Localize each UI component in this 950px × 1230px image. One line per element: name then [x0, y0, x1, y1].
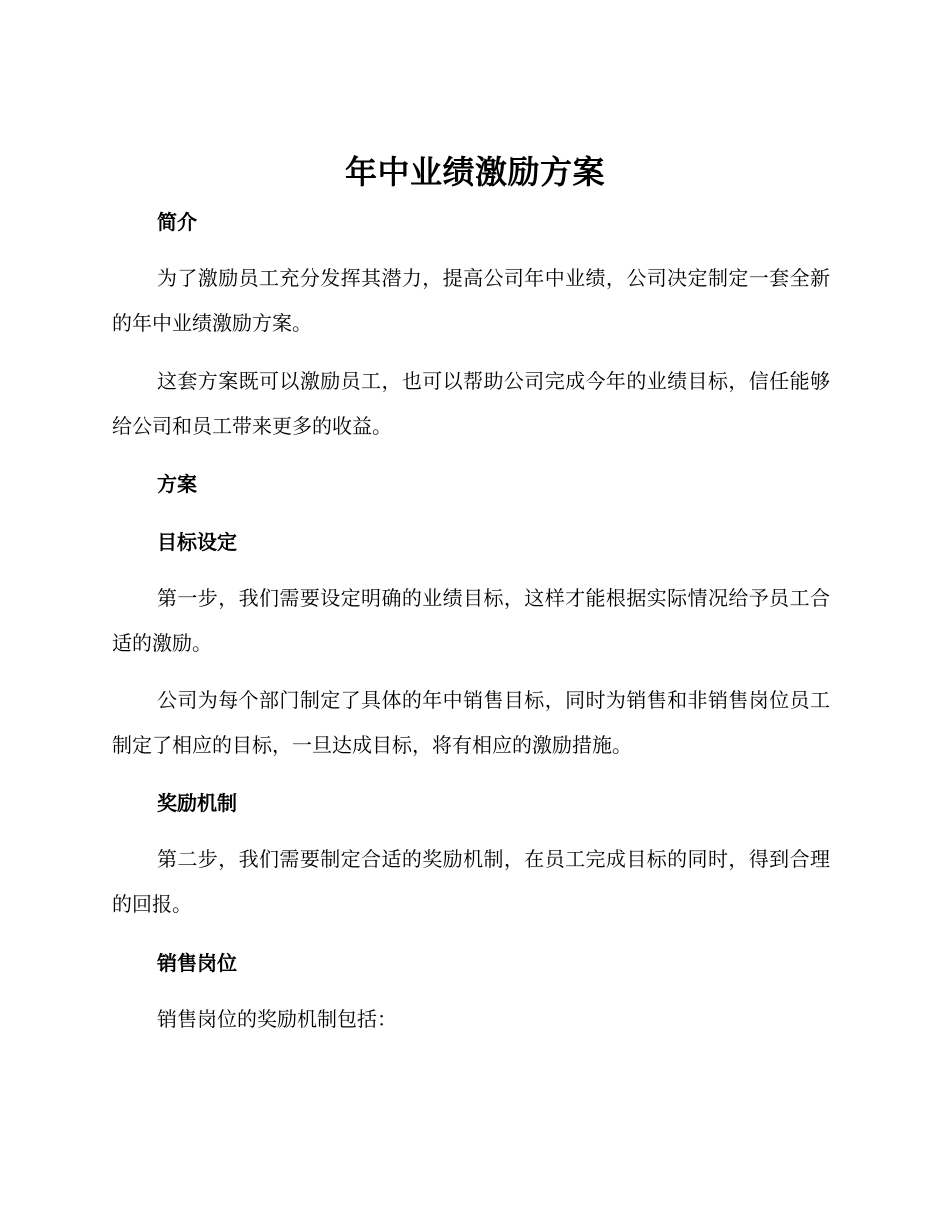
paragraph-reward-1: 第二步，我们需要制定合适的奖励机制，在员工完成目标的同时，得到合理的回报。 — [112, 847, 830, 916]
paragraph-goal-1: 第一步，我们需要设定明确的业绩目标，这样才能根据实际情况给予员工合适的激励。 — [112, 586, 830, 655]
document-title: 年中业绩激励方案 — [344, 153, 605, 191]
paragraph-intro-2: 这套方案既可以激励员工，也可以帮助公司完成今年的业绩目标，信任能够给公司和员工带来更多的收益。 — [112, 369, 830, 438]
paragraph-sales-1: 销售岗位的奖励机制包括： — [157, 1007, 397, 1031]
section-heading-reward: 奖励机制 — [157, 791, 237, 815]
paragraph-intro-1: 为了激励员工充分发挥其潜力，提高公司年中业绩，公司决定制定一套全新的年中业绩激励方案。 — [112, 266, 830, 335]
paragraph-goal-2: 公司为每个部门制定了具体的年中销售目标，同时为销售和非销售岗位员工制定了相应的目标，一旦达成目标，将有相应的激励措施。 — [112, 688, 830, 757]
section-heading-intro: 简介 — [157, 210, 197, 234]
section-heading-sales: 销售岗位 — [157, 951, 237, 975]
section-heading-goal: 目标设定 — [157, 530, 237, 554]
section-heading-plan: 方案 — [157, 472, 197, 496]
